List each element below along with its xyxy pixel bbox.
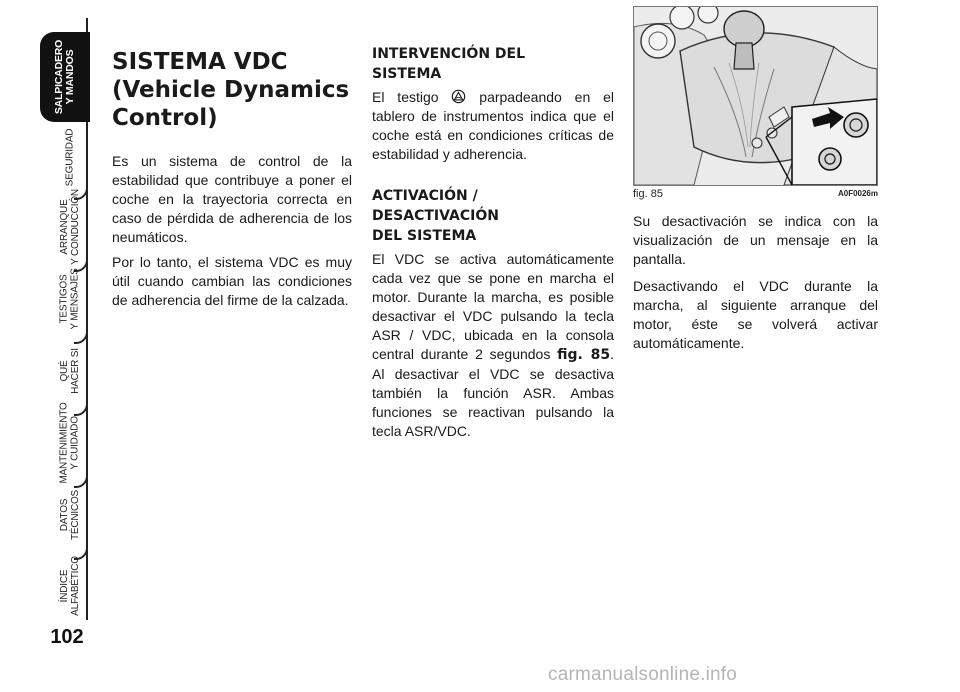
deactivation-paragraph-2: Desactivando el VDC durante la marcha, al siguiente arranque del motor, éste se volverá activar automáticamente.	[633, 278, 878, 351]
heading-line: DESACTIVACIÓN	[372, 208, 499, 224]
figure-label: fig. 85	[633, 188, 663, 200]
figure-reference[interactable]: fig. 85	[557, 347, 611, 363]
tab-label: SALPICADERO Y MANDOS	[53, 39, 77, 115]
tab-seguridad[interactable]	[50, 124, 90, 190]
text-run: parpadeando en el tablero de instrumentos indica que el coche está en condiciones críticas de estabilidad y adherencia.	[372, 89, 614, 162]
tab-label: MANTENIMIENTO Y CUIDADO	[59, 402, 82, 484]
heading-line: ACTIVACIÓN /	[372, 188, 478, 204]
column-1	[112, 44, 352, 310]
page-number: 102	[50, 626, 84, 648]
column-2	[372, 44, 614, 441]
tab-salpicadero[interactable]	[40, 32, 90, 122]
title-line: SISTEMA VDC	[112, 49, 288, 75]
tab-que-hacer-si[interactable]	[50, 336, 90, 406]
tab-label: QUÉ HACER SI	[59, 348, 82, 394]
text-run: El VDC se activa automáticamente cada vez que se pone en marcha el motor. Durante la marcha, es posible desactivar el VDC pulsando la tecla ASR / VDC, ubicada en la consola central durante 2 segundos	[372, 251, 614, 362]
text-run: . Al desactivar el VDC se desactiva también la función ASR. Ambas funciones se reactivan pulsando la tecla ASR/VDC.	[372, 346, 614, 439]
heading-line: INTERVENCIÓN DEL	[372, 46, 526, 62]
figure-code: A0F0026m	[837, 189, 878, 198]
section-title	[112, 48, 352, 132]
figure-caption	[633, 188, 878, 204]
tab-label: ARRANQUE Y CONDUCCIÓN	[59, 189, 82, 265]
intro-paragraph-2: Por lo tanto, el sistema VDC es muy útil cuando cambian las condiciones de adherencia del firme de la calzada.	[112, 254, 352, 308]
title-line: Control)	[112, 105, 218, 131]
tab-mantenimiento[interactable]	[50, 402, 90, 484]
vdc-warning-icon	[451, 89, 466, 104]
chapter-tabs	[0, 0, 100, 692]
heading-line: SISTEMA	[372, 66, 442, 82]
text-run: El testigo	[372, 89, 452, 105]
watermark: carmanualsonline.info	[548, 664, 738, 685]
heading-line: DEL SISTEMA	[372, 228, 477, 244]
activation-paragraph	[372, 250, 614, 441]
console-illustration	[634, 7, 877, 185]
tab-label: DATOS TÉCNICOS	[59, 489, 82, 541]
tab-testigos[interactable]	[50, 264, 90, 334]
title-line: (Vehicle Dynamics	[112, 77, 350, 103]
deactivation-paragraph-1: Su desactivación se indica con la visualización de un mensaje en la pantalla.	[633, 213, 878, 267]
tab-indice[interactable]	[50, 552, 90, 620]
tab-datos-tecnicos[interactable]	[50, 480, 90, 550]
tab-label: TESTIGOS Y MENSAJES	[59, 268, 82, 330]
figure-85	[633, 6, 878, 186]
intervention-heading	[372, 44, 614, 84]
tab-label: SEGURIDAD	[64, 128, 76, 186]
intro-paragraph-1: Es un sistema de control de la estabilidad que contribuye a poner el coche en la trayectoria correcta en caso de pérdida de adherencia de los neumáticos.	[112, 153, 352, 245]
tab-label: ÍNDICE ALFABÉTICO	[59, 556, 81, 616]
intervention-paragraph	[372, 88, 614, 164]
tab-arranque[interactable]	[50, 189, 90, 265]
column-3	[633, 6, 878, 353]
activation-heading	[372, 186, 614, 246]
